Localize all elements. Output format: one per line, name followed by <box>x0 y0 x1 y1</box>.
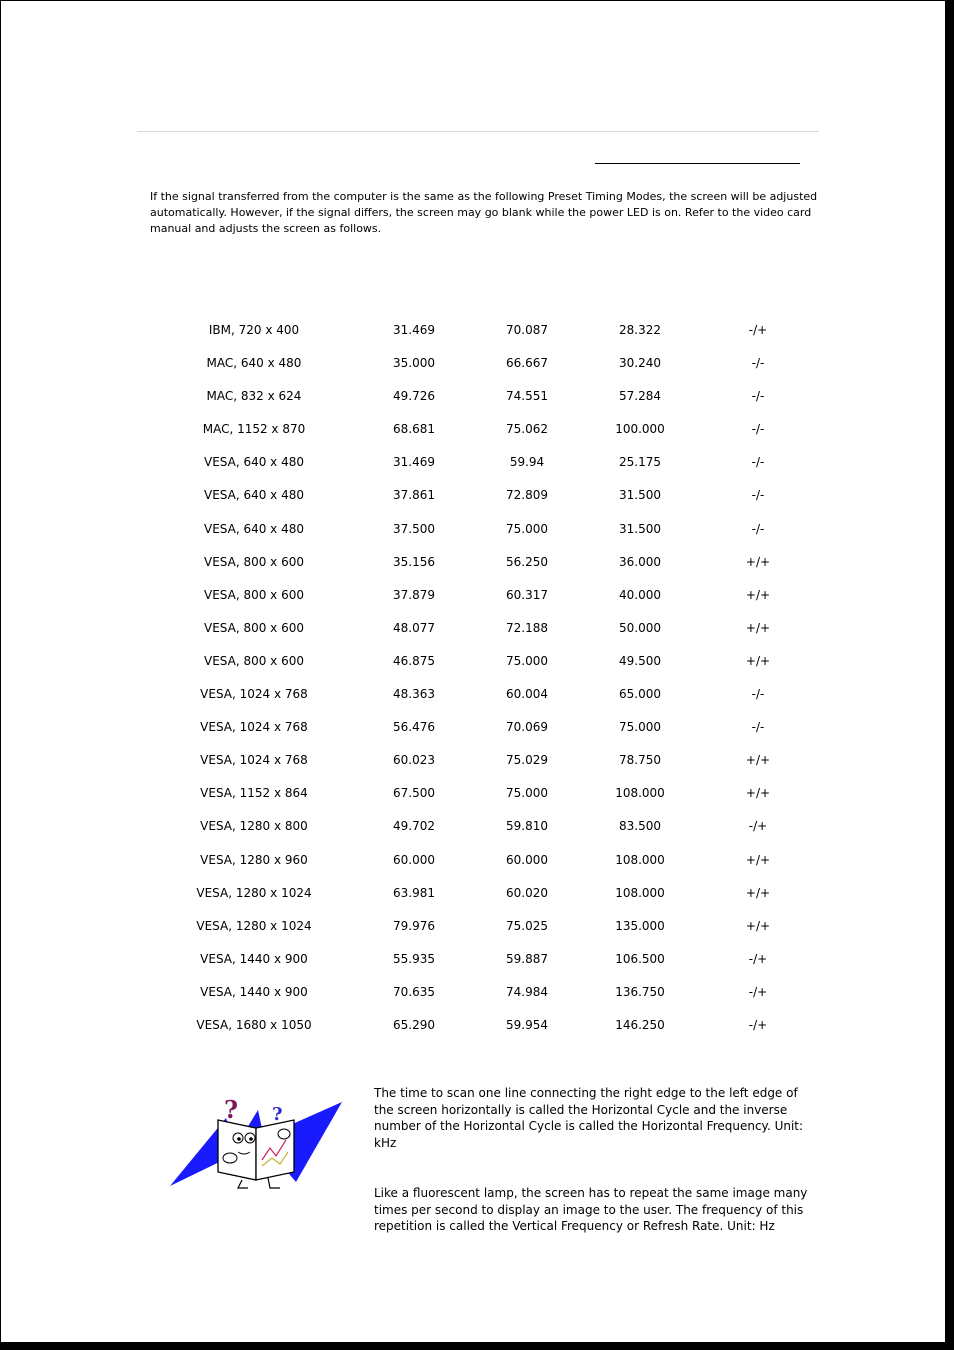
table-row <box>0 777 940 810</box>
table-row <box>0 546 940 579</box>
display-mode-cell: IBM, 720 x 400 <box>208 323 300 337</box>
vertical-frequency-cell: 75.029 <box>506 753 548 768</box>
vertical-frequency-cell: 59.954 <box>506 1017 548 1032</box>
horizontal-frequency-cell: 31.469 <box>393 455 435 470</box>
table-row <box>0 678 940 711</box>
book-mascot-icon <box>168 1098 346 1190</box>
pixel-clock-cell: 65.000 <box>619 687 661 702</box>
vertical-frequency-note: Like a fluorescent lamp, the screen has to repeat the same image many times per second to display an image to the user. The frequency of this repetition is called the Vertical Frequency or Refresh Rate. Unit: Hz <box>374 1186 808 1233</box>
display-mode-cell: VESA, 640 x 480 <box>203 455 304 470</box>
display-mode-cell: VESA, 640 x 480 <box>203 488 304 503</box>
vertical-frequency-cell: 59.887 <box>506 951 548 966</box>
display-mode-cell: VESA, 1152 x 864 <box>200 786 308 801</box>
horizontal-frequency-note: The time to scan one line connecting the right edge to the left edge of the screen horizontally is called the Horizontal Cycle and the inverse number of the Horizontal Cycle is called the Horizontal Frequency. Unit: kHz <box>374 1086 804 1150</box>
vertical-frequency-cell: 75.025 <box>506 918 548 933</box>
table-row <box>0 380 940 413</box>
table-row <box>0 413 940 446</box>
display-mode-cell: VESA, 1280 x 800 <box>200 819 308 834</box>
table-row <box>0 810 940 843</box>
table-row <box>0 446 940 479</box>
horizontal-frequency-cell: 55.935 <box>393 951 435 966</box>
display-mode-cell: VESA, 1024 x 768 <box>200 720 308 735</box>
horizontal-frequency-cell: 56.476 <box>393 720 435 735</box>
sync-polarity-cell: -/- <box>751 720 765 735</box>
vertical-frequency-cell: 59.94 <box>509 455 545 470</box>
pixel-clock-cell: 49.500 <box>619 653 661 668</box>
pixel-clock-cell: 108.000 <box>615 786 665 801</box>
vertical-frequency-cell: 66.667 <box>506 356 548 371</box>
pixel-clock-cell: 100.000 <box>615 422 665 437</box>
vertical-frequency-cell: 74.984 <box>506 984 548 999</box>
table-row <box>0 910 940 943</box>
sync-polarity-cell: -/+ <box>748 323 768 337</box>
sync-polarity-cell: +/+ <box>745 786 771 801</box>
display-mode-cell: VESA, 1280 x 960 <box>200 852 308 867</box>
horizontal-frequency-cell: 49.726 <box>393 389 435 404</box>
display-mode-cell: VESA, 1440 x 900 <box>200 951 308 966</box>
pixel-clock-cell: 40.000 <box>619 587 661 602</box>
sync-polarity-cell: -/- <box>751 389 765 404</box>
sync-polarity-cell: -/- <box>751 455 765 470</box>
vertical-frequency-cell: 60.004 <box>506 687 548 702</box>
question-mark-left: ? <box>224 1098 239 1124</box>
table-row <box>0 645 940 678</box>
pixel-clock-cell: 25.175 <box>619 455 661 470</box>
horizontal-frequency-cell: 48.363 <box>393 687 435 702</box>
sync-polarity-cell: +/+ <box>745 653 771 668</box>
vertical-frequency-cell: 75.000 <box>506 521 548 536</box>
display-mode-cell: VESA, 1440 x 900 <box>200 984 308 999</box>
horizontal-frequency-cell: 37.879 <box>393 587 435 602</box>
vertical-frequency-cell: 59.810 <box>506 819 548 834</box>
sync-polarity-cell: -/+ <box>748 1017 768 1032</box>
pixel-clock-cell: 31.500 <box>619 488 661 503</box>
horizontal-frequency-cell: 63.981 <box>393 885 435 900</box>
table-row <box>0 579 940 612</box>
pixel-clock-cell: 136.750 <box>615 984 665 999</box>
table-row <box>0 844 940 877</box>
vertical-frequency-cell: 72.188 <box>506 620 548 635</box>
title-underline <box>595 163 800 164</box>
sync-polarity-cell: -/- <box>751 356 765 371</box>
table-row <box>0 479 940 512</box>
book-character <box>218 1120 294 1188</box>
vertical-frequency-cell: 70.087 <box>506 323 548 337</box>
display-mode-cell: VESA, 1680 x 1050 <box>196 1017 312 1032</box>
vertical-frequency-cell: 70.069 <box>506 720 548 735</box>
sync-polarity-cell: -/- <box>751 521 765 536</box>
horizontal-frequency-cell: 48.077 <box>393 620 435 635</box>
pixel-clock-cell: 50.000 <box>619 620 661 635</box>
horizontal-frequency-cell: 60.023 <box>393 753 435 768</box>
pixel-clock-cell: 135.000 <box>615 918 665 933</box>
horizontal-frequency-cell: 31.469 <box>393 323 435 337</box>
display-mode-cell: VESA, 1280 x 1024 <box>196 885 312 900</box>
table-row <box>0 943 940 976</box>
vertical-frequency-cell: 60.020 <box>506 885 548 900</box>
vertical-frequency-cell: 75.000 <box>506 786 548 801</box>
display-mode-cell: VESA, 1024 x 768 <box>200 687 308 702</box>
horizontal-frequency-cell: 68.681 <box>393 422 435 437</box>
pixel-clock-cell: 106.500 <box>615 951 665 966</box>
display-mode-cell: VESA, 1024 x 768 <box>200 753 308 768</box>
vertical-frequency-cell: 75.000 <box>506 653 548 668</box>
display-mode-cell: MAC, 640 x 480 <box>206 356 302 371</box>
display-mode-cell: MAC, 832 x 624 <box>206 389 302 404</box>
display-mode-cell: VESA, 800 x 600 <box>203 653 304 668</box>
table-row <box>0 347 940 380</box>
sync-polarity-cell: -/- <box>751 488 765 503</box>
horizontal-frequency-cell: 49.702 <box>393 819 435 834</box>
vertical-frequency-cell: 75.062 <box>506 422 548 437</box>
sync-polarity-cell: +/+ <box>745 587 771 602</box>
sync-polarity-cell: -/- <box>751 687 765 702</box>
table-row <box>0 612 940 645</box>
vertical-frequency-cell: 56.250 <box>506 554 548 569</box>
horizontal-frequency-cell: 79.976 <box>393 918 435 933</box>
table-row <box>0 711 940 744</box>
pixel-clock-cell: 83.500 <box>619 819 661 834</box>
table-row <box>0 314 940 347</box>
pixel-clock-cell: 75.000 <box>619 720 661 735</box>
sync-polarity-cell: +/+ <box>745 885 771 900</box>
horizontal-frequency-cell: 35.000 <box>393 356 435 371</box>
vertical-frequency-cell: 74.551 <box>506 389 548 404</box>
sync-polarity-cell: +/+ <box>745 753 771 768</box>
display-mode-cell: VESA, 800 x 600 <box>203 587 304 602</box>
pixel-clock-cell: 31.500 <box>619 521 661 536</box>
sync-polarity-cell: -/+ <box>748 951 768 966</box>
horizontal-frequency-cell: 60.000 <box>393 852 435 867</box>
horizontal-frequency-cell: 65.290 <box>393 1017 435 1032</box>
intro-paragraph: If the signal transferred from the computer is the same as the following Preset Timing Modes, the screen will be adjusted automatically. However, if the signal differs, the screen may go blank while the power LED is on. Refer to the video card manual and adjusts the screen as follows. <box>150 190 818 235</box>
sync-polarity-cell: +/+ <box>745 620 771 635</box>
sync-polarity-cell: -/+ <box>748 984 768 999</box>
pixel-clock-cell: 30.240 <box>619 356 661 371</box>
pixel-clock-cell: 36.000 <box>619 554 661 569</box>
display-mode-cell: VESA, 640 x 480 <box>203 521 304 536</box>
vertical-frequency-cell: 60.317 <box>506 587 548 602</box>
display-mode-cell: VESA, 1280 x 1024 <box>196 918 312 933</box>
horizontal-frequency-cell: 70.635 <box>393 984 435 999</box>
pixel-clock-cell: 108.000 <box>615 885 665 900</box>
pixel-clock-cell: 57.284 <box>619 389 661 404</box>
pixel-clock-cell: 28.322 <box>619 323 661 337</box>
sync-polarity-cell: -/- <box>751 422 765 437</box>
table-row <box>0 513 940 546</box>
horizontal-frequency-cell: 46.875 <box>393 653 435 668</box>
table-row <box>0 877 940 910</box>
horizontal-frequency-cell: 37.861 <box>393 488 435 503</box>
horizontal-frequency-cell: 37.500 <box>393 521 435 536</box>
pixel-clock-cell: 108.000 <box>615 852 665 867</box>
table-row <box>0 1009 940 1042</box>
sync-polarity-cell: +/+ <box>745 554 771 569</box>
display-mode-cell: MAC, 1152 x 870 <box>202 422 306 437</box>
vertical-frequency-cell: 72.809 <box>506 488 548 503</box>
table-row <box>0 976 940 1009</box>
vertical-frequency-cell: 60.000 <box>506 852 548 867</box>
sync-polarity-cell: +/+ <box>745 852 771 867</box>
display-mode-cell: VESA, 800 x 600 <box>203 554 304 569</box>
header-divider <box>137 131 819 132</box>
question-mark-right: ? <box>272 1104 283 1125</box>
pixel-clock-cell: 146.250 <box>615 1017 665 1032</box>
preset-timing-table <box>0 314 940 1042</box>
sync-polarity-cell: +/+ <box>745 918 771 933</box>
display-mode-cell: VESA, 800 x 600 <box>203 620 304 635</box>
table-row <box>0 744 940 777</box>
pixel-clock-cell: 78.750 <box>619 753 661 768</box>
sync-polarity-cell: -/+ <box>748 819 768 834</box>
horizontal-frequency-cell: 35.156 <box>393 554 435 569</box>
horizontal-frequency-cell: 67.500 <box>393 786 435 801</box>
